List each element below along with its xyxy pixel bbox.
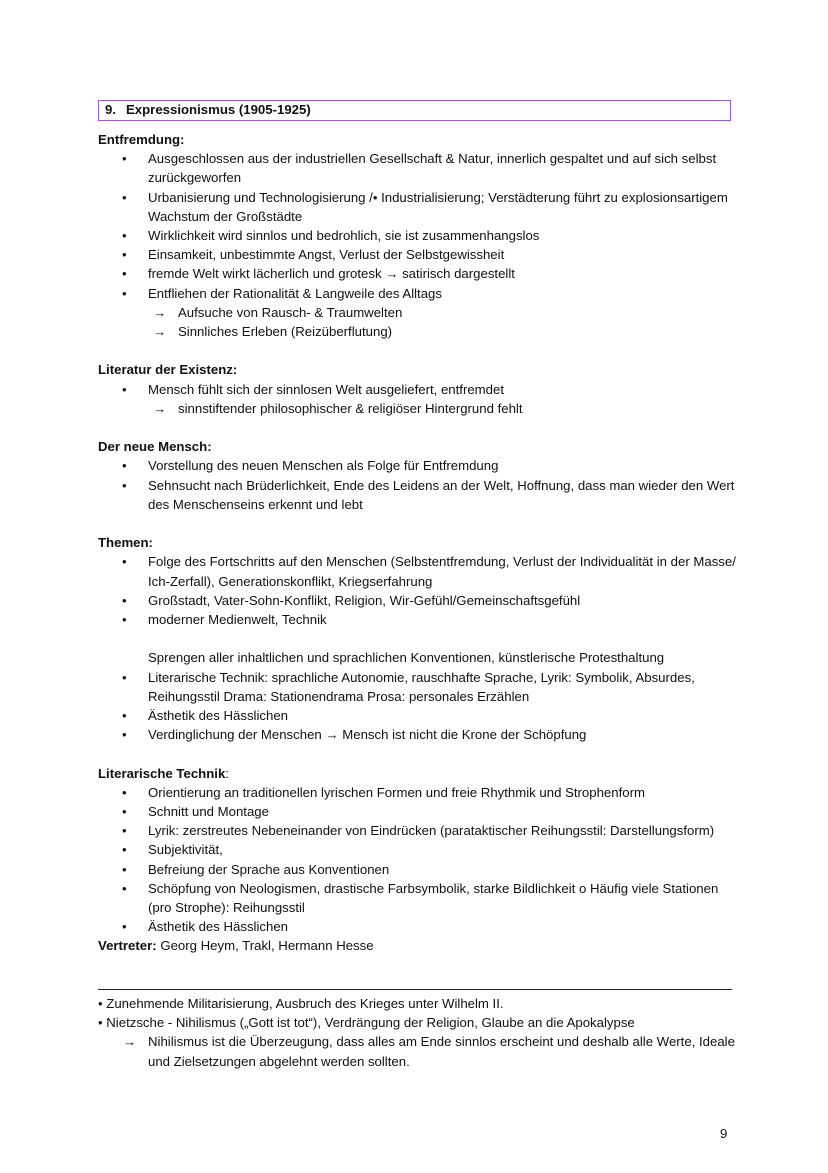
list-item-text: fremde Welt wirkt lächerlich und grotesk → satirisch dargestellt [148,266,515,282]
list-item [98,264,738,283]
vertreter-label: Vertreter: [98,938,157,954]
arrow-item-text: sinnstiftender philosophischer & religiöser Hintergrund fehlt [178,400,523,416]
section-heading [98,100,731,121]
list-item-text: Ästhetik des Hässlichen [148,919,289,935]
list-item [98,456,738,475]
spacer [98,514,738,533]
footnote-divider [98,989,732,990]
bullet-icon: • [122,784,127,800]
arrow-right-icon: → [153,324,167,340]
list-item-text: Schöpfung von Neologismen, drastische Farbsymbolik, starke Bildlichkeit o Häufig viele Stationen (pro Strophe): Reihungsstil [148,880,719,915]
list-item [98,610,738,629]
mensch-title: Der neue Mensch: [98,439,212,455]
footnote-2: • Nietzsche - Nihilismus („Gott ist tot“), Verdrängung der Religion, Glaube an die Apokalypse [98,1015,635,1031]
bullet-icon: • [122,458,127,474]
existenz-title: Literatur der Existenz: [98,362,238,378]
list-item-text: Folge des Fortschritts auf den Menschen (Selbstentfremdung, Verlust der Individualität in der Masse/ Ich-Zerfall), Generationskonflikt, Kriegserfahrung [148,554,736,589]
bullet-icon: • [122,919,127,935]
section-title: Expressionismus (1905-1925) [126,102,311,117]
arrow-item [98,322,738,341]
list-item-text: Lyrik: zerstreutes Nebeneinander von Eindrücken (parataktischer Reihungsstil: Darstellungsform) [148,823,715,839]
list-item [98,840,738,859]
footnote-arrow-item [98,1032,738,1070]
bullet-icon: • [122,880,127,896]
list-item [98,552,738,590]
bullet-icon: • [122,861,127,877]
list-item [98,188,738,226]
list-item-text: Sehnsucht nach Brüderlichkeit, Ende des Leidens an der Welt, Hoffnung, dass man wieder den Wert des Menschenseins erkennt und lebt [148,477,735,512]
arrow-right-icon: → [153,400,167,416]
list-item [98,245,738,264]
list-item-text: Wirklichkeit wird sinnlos und bedrohlich, sie ist zusammenhangslos [148,228,540,243]
list-item [98,725,738,744]
list-item-text: Ausgeschlossen aus der industriellen Gesellschaft & Natur, innerlich gespaltet und auf sich selbst zurückgeworfen [148,151,717,186]
arrow-right-icon: → [123,1034,137,1050]
arrow-item-text: Sinnliches Erleben (Reizüberflutung) [178,324,393,340]
list-item [98,591,738,610]
list-item-text: Großstadt, Vater-Sohn-Konflikt, Religion, Wir-Gefühl/Gemeinschaftsgefühl [148,592,581,608]
bullet-icon: • [122,592,127,608]
list-item [98,380,738,399]
list-item [98,284,738,303]
list-item [98,149,738,187]
list-item [98,802,738,821]
arrow-item-text: Aufsuche von Rausch- & Traumwelten [178,304,403,320]
list-item-text: Vorstellung des neuen Menschen als Folge für Entfremdung [148,458,499,474]
footnotes [98,994,738,1071]
bullet-icon: • [122,247,127,263]
bullet-icon: • [122,611,127,627]
vertreter-value: Georg Heym, Trakl, Hermann Hesse [156,938,374,954]
list-item-text: Verdinglichung der Menschen → Mensch ist nicht die Krone der Schöpfung [148,727,587,743]
arrow-right-icon: → [153,304,167,320]
list-item [98,860,738,879]
paragraph-text: Sprengen aller inhaltlichen und sprachlichen Konventionen, künstlerische Protesthaltung [148,650,665,666]
spacer [98,418,738,437]
bullet-icon: • [122,707,127,723]
main-content [98,130,738,956]
spacer [98,341,738,360]
spacer [98,744,738,763]
list-item [98,706,738,725]
list-item [98,226,738,245]
list-item-text: Literarische Technik: sprachliche Autonomie, rauschhafte Sprache, Lyrik: Symbolik, Absurdes, Reihungsstil Drama: Stationendrama Prosa: personales Erzählen [148,669,695,704]
bullet-icon: • [122,151,127,167]
list-item-text: Urbanisierung und Technologisierung /• Industrialisierung; Verstädterung führt zu explosionsartigem Wachstum der Großstädte [148,189,728,224]
arrow-item [98,399,738,418]
vertreter-line [98,936,738,955]
bullet-icon: • [122,669,127,685]
bullet-icon: • [122,554,127,570]
bullet-icon: • [122,381,127,397]
section-number: 9. [105,102,116,117]
list-item [98,668,738,706]
list-item-text: Mensch fühlt sich der sinnlosen Welt ausgeliefert, entfremdet [148,381,504,397]
list-item-text: moderner Medienwelt, Technik [148,611,327,627]
list-item-text: Ästhetik des Hässlichen [148,707,289,723]
bullet-icon: • [122,842,127,858]
technik-title [98,764,738,783]
spacer [98,629,738,648]
list-item-text: Befreiung der Sprache aus Konventionen [148,861,390,877]
bullet-icon: • [122,228,127,243]
list-item-text: Orientierung an traditionellen lyrischen Formen und freie Rhythmik und Strophenform [148,784,645,800]
list-item [98,879,738,917]
bullet-icon: • [122,266,127,282]
technik-title-text: Literarische Technik [98,765,226,781]
page-number: 9 [720,1126,728,1141]
bullet-icon: • [122,803,127,819]
entfremdung-title: Entfremdung: [98,132,185,147]
bullet-icon: • [122,823,127,839]
bullet-icon: • [122,285,127,301]
technik-title-colon: : [225,765,229,781]
arrow-item [98,303,738,322]
footnote-arrow-text: Nihilismus ist die Überzeugung, dass alles am Ende sinnlos erscheint und deshalb alle Werte, Ideale und Zielsetzungen abgelehnt werden sollten. [148,1034,735,1069]
list-item-text: Einsamkeit, unbestimmte Angst, Verlust der Selbstgewissheit [148,247,505,263]
list-item-text: Subjektivität, [148,842,223,858]
footnote-1: • Zunehmende Militarisierung, Ausbruch des Krieges unter Wilhelm II. [98,996,504,1011]
list-item [98,917,738,936]
list-item-text: Entfliehen der Rationalität & Langweile des Alltags [148,285,442,301]
bullet-icon: • [122,727,127,743]
list-item [98,783,738,802]
list-item [98,476,738,514]
list-item-text: Schnitt und Montage [148,803,269,819]
themen-title: Themen: [98,535,153,551]
list-item [98,821,738,840]
bullet-icon: • [122,189,127,205]
bullet-icon: • [122,477,127,493]
